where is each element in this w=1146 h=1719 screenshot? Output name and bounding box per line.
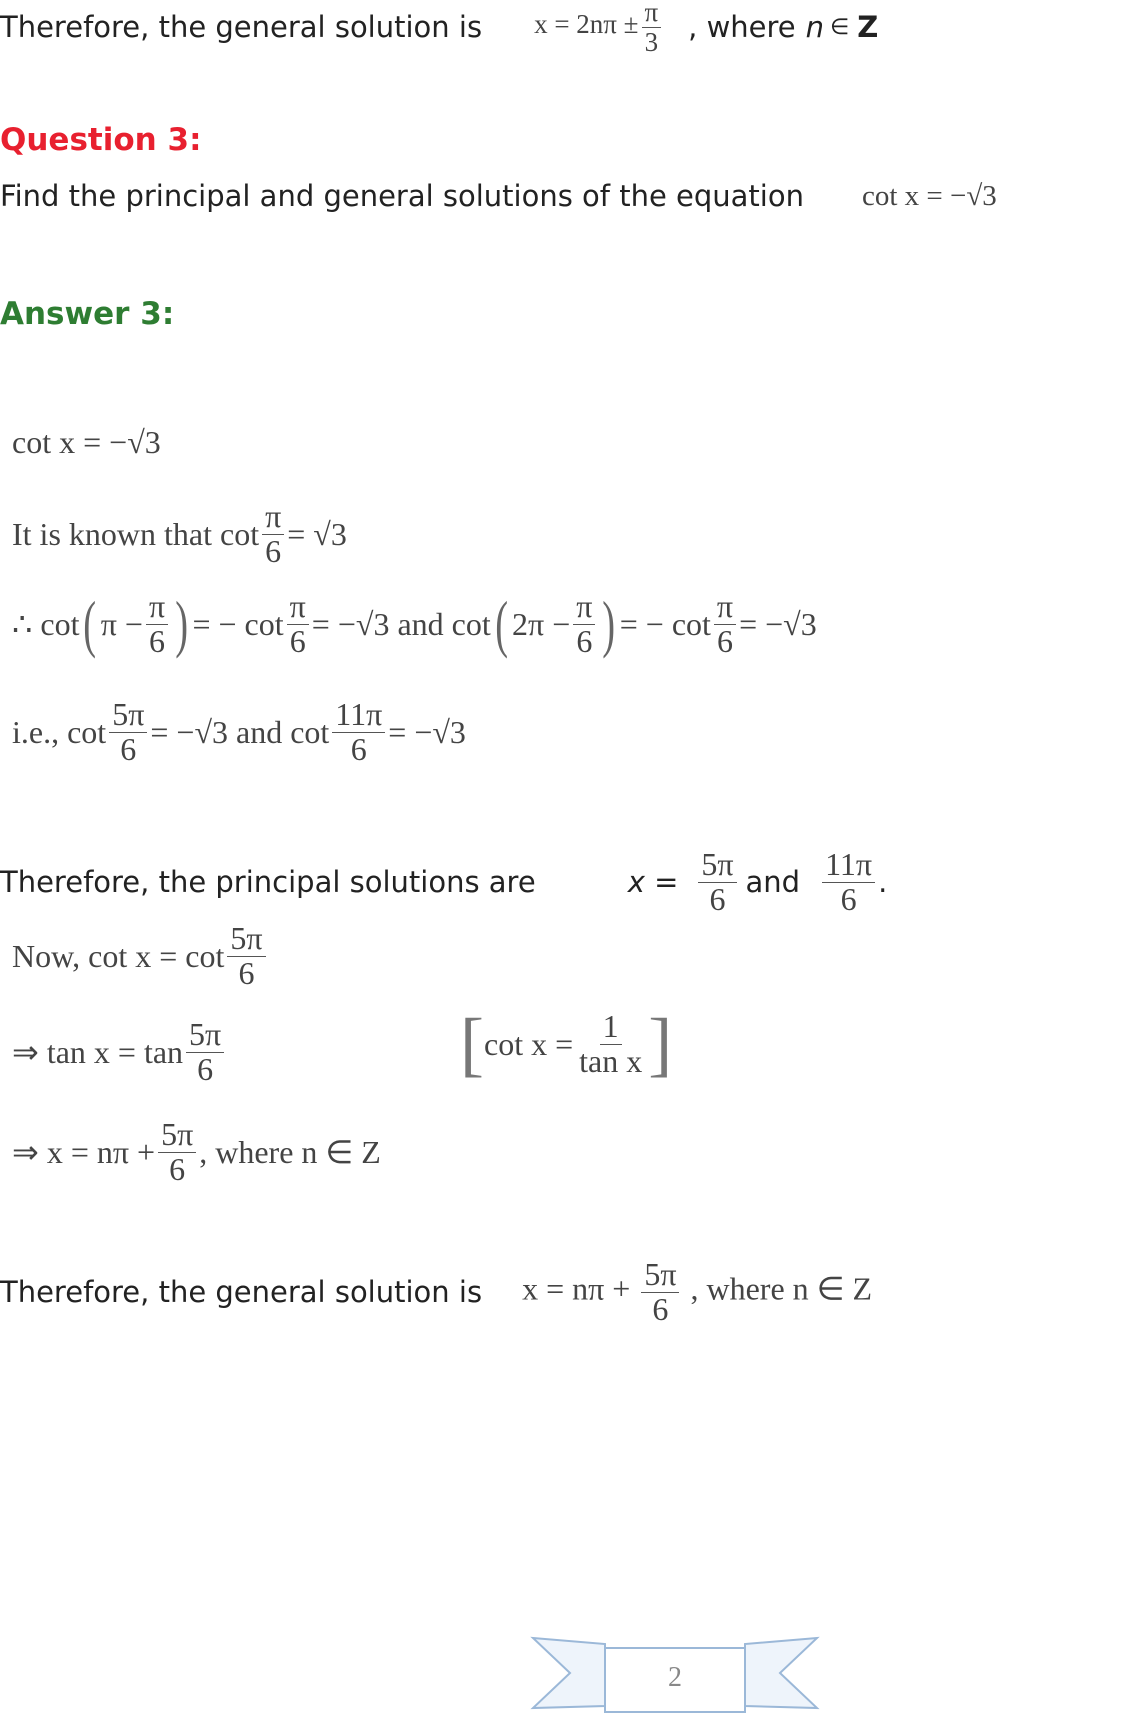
principal-text: Therefore, the principal solutions are xyxy=(0,865,536,900)
numerator: 5π xyxy=(158,1118,196,1153)
step-text: ⇒ x = nπ + xyxy=(12,1134,156,1171)
fraction xyxy=(287,590,309,658)
fraction xyxy=(186,1018,224,1086)
step-1: cot x = −√3 xyxy=(12,424,161,460)
step-text: = −√3 and cot xyxy=(150,713,330,750)
question-label: Question 3: xyxy=(0,122,202,158)
denominator: 3 xyxy=(644,26,659,57)
step-text: = −√3 xyxy=(739,605,817,642)
denominator: 6 xyxy=(652,1290,669,1327)
denominator: 6 xyxy=(120,730,137,767)
step-text: = −√3 xyxy=(388,713,466,750)
step-text: , where n ∈ Z xyxy=(690,1270,873,1307)
identity-note xyxy=(460,1004,673,1084)
where-text: , where xyxy=(688,10,796,44)
step-text: ⇒ tan x = tan xyxy=(12,1034,184,1071)
denominator: 6 xyxy=(265,532,282,569)
conclusion-text: Therefore, the general solution is xyxy=(0,10,483,44)
numerator: 5π xyxy=(227,922,265,957)
previous-conclusion xyxy=(0,0,879,57)
question-text: Find the principal and general solutions of the equation xyxy=(0,179,804,213)
step-text: Now, cot x = cot xyxy=(12,937,225,974)
numerator: 5π xyxy=(186,1018,224,1053)
fraction xyxy=(146,590,168,658)
fraction xyxy=(641,1258,679,1326)
step-text: ∴ cot xyxy=(12,606,80,643)
denominator: 6 xyxy=(716,622,733,659)
numerator: 5π xyxy=(698,848,736,883)
question-text-line xyxy=(0,175,997,217)
denominator: tan x xyxy=(579,1042,643,1079)
general-text: Therefore, the general solution is xyxy=(0,1275,483,1310)
step-6 xyxy=(12,1018,227,1086)
numerator: 5π xyxy=(641,1258,679,1293)
denominator: 6 xyxy=(709,880,726,917)
fraction xyxy=(109,698,147,766)
fraction xyxy=(714,590,736,658)
denominator: 6 xyxy=(840,880,857,917)
step-text: = − cot xyxy=(619,605,711,642)
denominator: 6 xyxy=(238,954,255,991)
step-2 xyxy=(12,500,347,568)
page-number: 2 xyxy=(668,1662,682,1693)
denominator: 6 xyxy=(350,730,367,767)
denominator: 6 xyxy=(149,622,166,659)
right-paren: ) xyxy=(602,588,616,660)
fraction xyxy=(332,698,385,766)
solution-equation xyxy=(534,0,664,56)
step-text: It is known that cot xyxy=(12,515,260,552)
fraction xyxy=(227,922,265,990)
denominator: 6 xyxy=(197,1050,214,1087)
fraction xyxy=(158,1118,196,1186)
step-text: π − xyxy=(100,605,143,642)
right-bracket: ] xyxy=(648,1004,673,1084)
step-5 xyxy=(12,922,269,990)
numerator: 5π xyxy=(109,698,147,733)
question-equation: cot x = −√3 xyxy=(862,179,997,212)
numerator: π xyxy=(573,590,595,625)
principal-solutions xyxy=(0,848,887,916)
numerator: π xyxy=(146,590,168,625)
step-text: x = nπ + xyxy=(522,1270,631,1307)
numerator: 11π xyxy=(332,698,385,733)
general-solution xyxy=(0,1258,872,1326)
fraction xyxy=(822,848,875,916)
fraction xyxy=(642,0,662,56)
page-number-ribbon xyxy=(530,1636,820,1714)
element-of: ∈ xyxy=(830,14,850,40)
step-text: = √3 xyxy=(287,515,347,552)
step-text: 2π − xyxy=(512,605,571,642)
right-paren: ) xyxy=(175,588,189,660)
numerator: π xyxy=(262,500,284,535)
step-text: i.e., cot xyxy=(12,713,107,750)
step-text: , where n ∈ Z xyxy=(199,1134,381,1171)
step-3 xyxy=(12,590,817,658)
general-equation xyxy=(522,1258,872,1326)
fraction xyxy=(262,500,284,568)
numerator: π xyxy=(287,590,309,625)
note-text: cot x = xyxy=(483,1025,574,1062)
answer-label: Answer 3: xyxy=(0,296,175,332)
step-7 xyxy=(12,1118,381,1186)
numerator: π xyxy=(642,0,662,28)
and-text: and xyxy=(745,865,801,900)
fraction xyxy=(573,590,595,658)
numerator: 1 xyxy=(600,1010,622,1045)
x-equals: x = xyxy=(627,865,679,900)
period: . xyxy=(878,865,888,900)
fraction xyxy=(698,848,736,916)
left-bracket: [ xyxy=(460,1004,484,1084)
numerator: π xyxy=(714,590,736,625)
denominator: 6 xyxy=(576,622,593,659)
left-paren: ( xyxy=(494,588,508,660)
eq-lhs: x = 2nπ ± xyxy=(534,9,639,40)
left-paren: ( xyxy=(83,588,97,660)
fraction xyxy=(576,1007,645,1079)
integers-symbol: Z xyxy=(857,10,879,44)
step-text: = − cot xyxy=(192,605,284,642)
numerator: 11π xyxy=(822,848,875,883)
denominator: 6 xyxy=(289,622,306,659)
denominator: 6 xyxy=(169,1150,186,1187)
step-text: = −√3 and cot xyxy=(311,605,491,642)
step-4 xyxy=(12,698,466,766)
n-symbol: n xyxy=(805,10,825,44)
